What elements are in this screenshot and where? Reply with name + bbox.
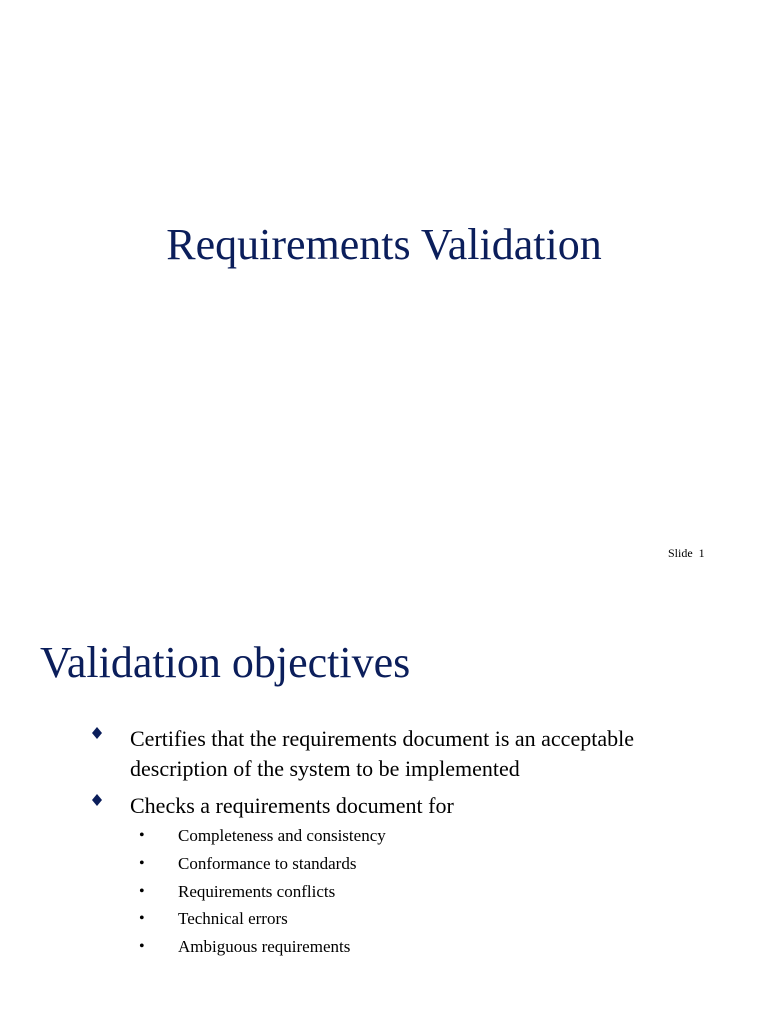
sub-bullet-text: Ambiguous requirements <box>178 937 351 956</box>
sub-bullet-item <box>139 852 639 876</box>
sub-bullet-text: Technical errors <box>178 909 288 928</box>
sub-bullet-item <box>139 907 639 931</box>
bullet-item <box>90 791 730 821</box>
sub-bullet-text: Requirements conflicts <box>178 882 336 901</box>
dot-bullet-icon: • <box>139 827 145 844</box>
sub-bullet-item <box>139 880 639 904</box>
slide-2-title: Validation objectives <box>40 638 411 687</box>
bullet-text: Checks a requirements document for <box>130 793 454 818</box>
sub-bullet-item <box>139 935 639 959</box>
sub-bullet-text: Completeness and consistency <box>178 826 386 845</box>
bullet-text: Certifies that the requirements document is an acceptable description of the system to be implemented <box>130 726 634 781</box>
dot-bullet-icon: • <box>139 855 145 872</box>
dot-bullet-icon: • <box>139 910 145 927</box>
diamond-bullet-icon <box>90 726 104 740</box>
dot-bullet-icon: • <box>139 883 145 900</box>
dot-bullet-icon: • <box>139 938 145 955</box>
sub-bullet-text: Conformance to standards <box>178 854 357 873</box>
diamond-bullet-icon <box>90 793 104 807</box>
bullet-item <box>90 724 730 784</box>
sub-bullet-item <box>139 824 639 848</box>
slide-1-title: Requirements Validation <box>166 220 602 269</box>
slide-number-label: Slide 1 <box>668 546 705 560</box>
